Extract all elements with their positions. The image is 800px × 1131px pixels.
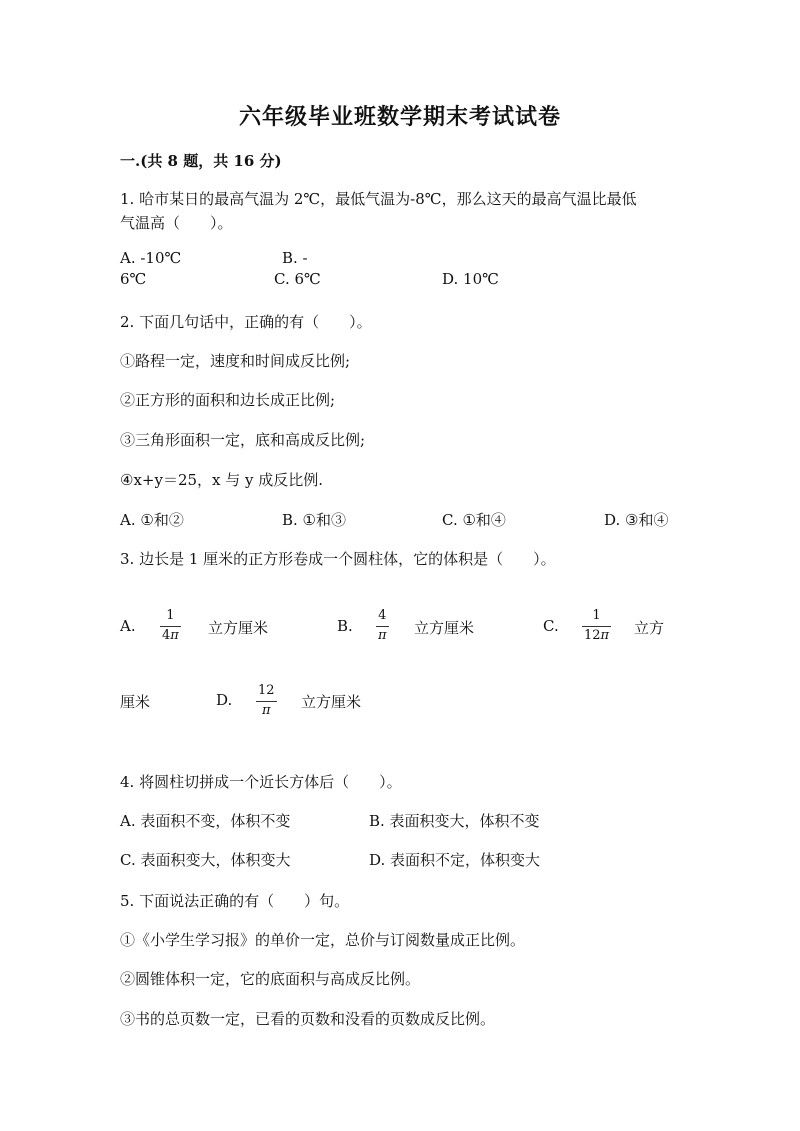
q1-option-b-cont: 6℃	[120, 270, 147, 288]
q5-statement-3: ③书的总页数一定，已看的页数和没看的页数成反比例。	[120, 1010, 496, 1028]
exam-title: 六年级毕业班数学期末考试试卷	[238, 104, 561, 130]
q3-option-c-fraction	[582, 609, 611, 644]
q3-option-c-label: C.	[543, 617, 559, 635]
fraction-denominator	[160, 629, 181, 644]
q1-option-b: B. -	[282, 249, 308, 267]
q1-option-d: D. 10℃	[442, 270, 499, 288]
section-heading: 一.(共 8 题，共 16 分)	[120, 152, 282, 170]
fraction-bar	[582, 626, 611, 627]
fraction-numerator: 4	[378, 608, 387, 623]
q2-statement-1: ①路程一定，速度和时间成反比例;	[120, 352, 351, 370]
q4-stem: 4. 将圆柱切拼成一个近长方体后（ ）。	[120, 773, 402, 791]
q3-option-c-unit: 立方	[634, 619, 665, 637]
q3-option-a-unit: 立方厘米	[208, 619, 269, 637]
fraction-bar	[160, 626, 181, 627]
q4-option-d: D. 表面积不定，体积变大	[369, 851, 541, 869]
q3-option-d-unit: 立方厘米	[301, 693, 362, 711]
q2-option-b: B. ①和③	[282, 511, 347, 529]
fraction-denominator	[582, 629, 611, 644]
q4-option-c: C. 表面积变大，体积变大	[120, 851, 291, 869]
q2-stem: 2. 下面几句话中，正确的有（ ）。	[120, 313, 372, 331]
q5-statement-1: ①《小学生学习报》的单价一定，总价与订阅数量成正比例。	[120, 931, 526, 949]
q1-stem-line2: 气温高（ ）。	[120, 214, 233, 232]
fraction-denominator	[260, 704, 273, 719]
pi-symbol: π	[170, 627, 179, 643]
q2-option-c: C. ①和④	[442, 511, 506, 529]
q1-option-a: A. -10℃	[120, 249, 182, 267]
q3-stem: 3. 边长是 1 厘米的正方形卷成一个圆柱体，它的体积是（ ）。	[120, 550, 556, 568]
pi-symbol: π	[262, 702, 271, 718]
q3-option-c-unit-cont: 厘米	[120, 693, 151, 711]
q3-option-b-fraction	[376, 609, 389, 644]
q3-option-a-label: A.	[120, 617, 136, 635]
q1-option-c: C. 6℃	[274, 270, 321, 288]
q3-option-b-unit: 立方厘米	[414, 619, 475, 637]
q5-statement-2: ②圆锥体积一定，它的底面积与高成反比例。	[120, 970, 421, 988]
q3-option-d-fraction	[256, 684, 277, 719]
q3-option-d-label: D.	[216, 691, 233, 709]
fraction-denominator	[376, 629, 389, 644]
q3-option-b-label: B.	[337, 617, 353, 635]
pi-symbol: π	[378, 627, 387, 643]
q4-option-a: A. 表面积不变，体积不变	[120, 812, 291, 830]
fraction-numerator: 1	[592, 608, 601, 623]
pi-symbol: π	[600, 627, 610, 643]
q2-statement-2: ②正方形的面积和边长成正比例;	[120, 391, 336, 409]
q3-option-a-fraction	[160, 609, 181, 644]
fraction-bar	[256, 701, 277, 702]
q2-statement-3: ③三角形面积一定，底和高成反比例;	[120, 431, 366, 449]
q2-option-d: D. ③和④	[604, 511, 669, 529]
q2-statement-4: ④x+y＝25，x 与 y 成反比例.	[120, 471, 324, 489]
q2-option-a: A. ①和②	[120, 511, 184, 529]
q5-stem: 5. 下面说法正确的有（ ）句。	[120, 892, 350, 910]
denominator-number: 4	[162, 627, 171, 643]
fraction-numerator: 1	[166, 608, 175, 623]
denominator-number: 12	[584, 627, 601, 643]
fraction-numerator: 12	[258, 683, 275, 698]
q1-stem-line1: 1. 哈市某日的最高气温为 2℃，最低气温为-8℃，那么这天的最高气温比最低	[120, 190, 637, 208]
q4-option-b: B. 表面积变大，体积不变	[369, 812, 540, 830]
fraction-bar	[376, 626, 389, 627]
